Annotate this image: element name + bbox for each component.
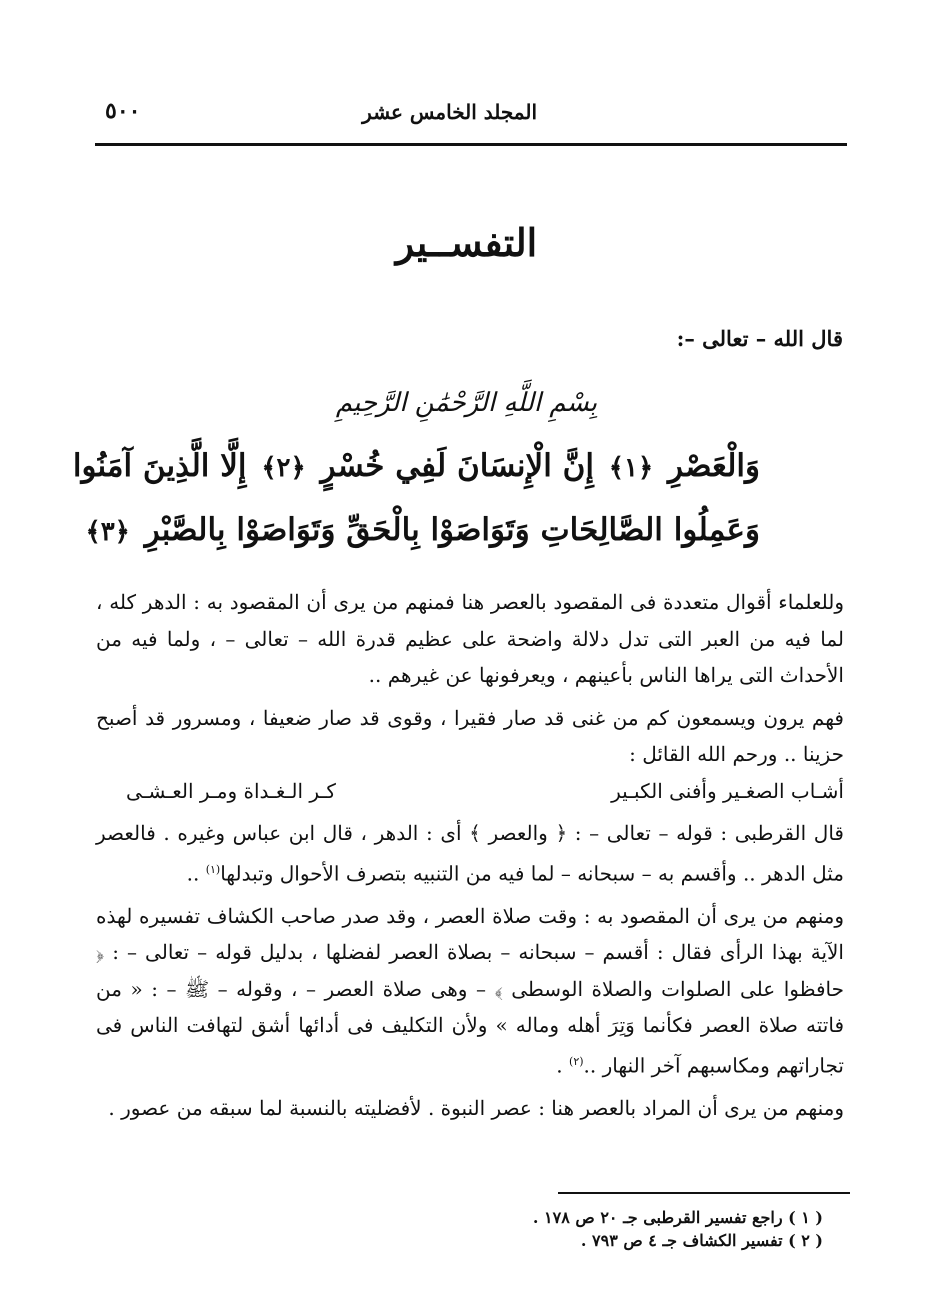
section-title: التفســير [395, 220, 538, 265]
text-line: لما فيه من العبر التى تدل دلالة واضحة على عظيم قدرة الله – تعالى – ، ولما فيه من [96, 626, 844, 651]
text-line: – ﷺ – : « من فاتته صلاة العصر فكأنما وَتِرَ أهله وماله » ولأن التكليف فى أدائها أشق [96, 976, 845, 1038]
volume-title: المجلد الخامس عشر [362, 100, 537, 124]
text-line: الأحداث التى يراها الناس بأعينهم ، ويعرفونها عن غيرهم .. [368, 663, 844, 687]
text-line: أصبح حزينا .. ورحم الله القائل : [96, 705, 844, 766]
footnote: ( ١ ) راجع تفسير القرطبى جـ ٢٠ ص ١٧٨ . [532, 1208, 823, 1227]
text-line: لهذه الآية بهذا الرأى فقال : أقسم – سبحانه – بصلاة العصر لفضلها ، بدليل قوله [96, 903, 844, 965]
text-line: فالعصر مثل الدهر .. وأقسم به – سبحانه – لما فيه من التنبيه بتصرف الأحوال وتبدلها [96, 821, 844, 886]
footnote-ref[interactable]: (١) [205, 862, 221, 876]
poem-hemistich: أشـاب الصغـير وأفنى الكبـير [611, 778, 844, 803]
poem-verse [96, 773, 844, 810]
text-line: – تعالى – : ﴿ حافظوا على الصلوات والصلاة الوسطى ﴾ – وهى صلاة العصر – ، وقوله [96, 940, 845, 1001]
text-line: ومنهم من يرى أن المقصود به : وقت صلاة العصر ، وقد صدر صاحب الكشاف تفسيره [138, 903, 844, 928]
verse-text: إِنَّ الْإِنسَانَ لَفِي خُسْرٍ [320, 448, 594, 484]
text-line: .. [186, 861, 206, 886]
verse-text: وَالْعَصْرِ [668, 448, 760, 484]
paragraph [96, 815, 844, 892]
verse-text: إِلَّا الَّذِينَ آمَنُوا [72, 448, 247, 484]
text-line: عصور . [108, 1095, 171, 1120]
paragraph [96, 898, 844, 1084]
footnote-rule [558, 1192, 850, 1194]
paragraph [96, 700, 844, 773]
poem-hemistich: كـر الـغـداة ومـر العـشـى [126, 778, 336, 803]
paragraph [96, 584, 844, 694]
text-line: وللعلماء أقوال متعددة فى المقصود بالعصر هنا فمنهم من يرى أن المقصود به : الدهر كله ، [96, 590, 844, 614]
verse-text: وَعَمِلُوا الصَّالِحَاتِ وَتَوَاصَوْا بِالْحَقِّ وَتَوَاصَوْا بِالصَّبْرِ [144, 512, 760, 548]
text-line: قال القرطبى : قوله – تعالى – : ﴿ والعصر ﴾ أى : الدهر ، قال ابن عباس وغيره . [163, 821, 844, 845]
footnote-ref[interactable]: (٢) [569, 1054, 584, 1068]
text-line: فهم يرون ويسمعون كم من غنى قد صار فقيرا ، وقوى قد صار ضعيفا ، ومسرور قد [145, 705, 844, 730]
paragraph [96, 1090, 844, 1127]
header-rule [95, 143, 847, 146]
quran-verse-line-1 [72, 448, 760, 484]
footnote: ( ٢ ) تفسير الكشاف جـ ٤ ص ٧٩٣ . [580, 1231, 823, 1250]
basmala: بِسْمِ اللَّهِ الرَّحْمَٰنِ الرَّحِيمِ [335, 388, 598, 418]
ayah-number-mark: ﴿١﴾ [608, 453, 654, 483]
text-line: لتهافت الناس فى تجاراتهم ومكاسبهم آخر النهار .. [96, 1013, 844, 1078]
page-number: ٥٠٠ [105, 98, 141, 124]
running-header [95, 96, 847, 136]
text-line: ومنهم من يرى أن المراد بالعصر هنا : عصر النبوة . لأفضليته بالنسبة لما سبقه من [176, 1095, 844, 1120]
ayah-number-mark: ﴿٣﴾ [85, 517, 130, 547]
intro-line: قال الله – تعالى –: [676, 326, 843, 351]
quran-verse-line-2 [85, 512, 760, 548]
footnotes [533, 1206, 823, 1252]
commentary-body [96, 584, 844, 1126]
text-line: . [556, 1053, 570, 1078]
ayah-number-mark: ﴿٢﴾ [261, 453, 306, 483]
